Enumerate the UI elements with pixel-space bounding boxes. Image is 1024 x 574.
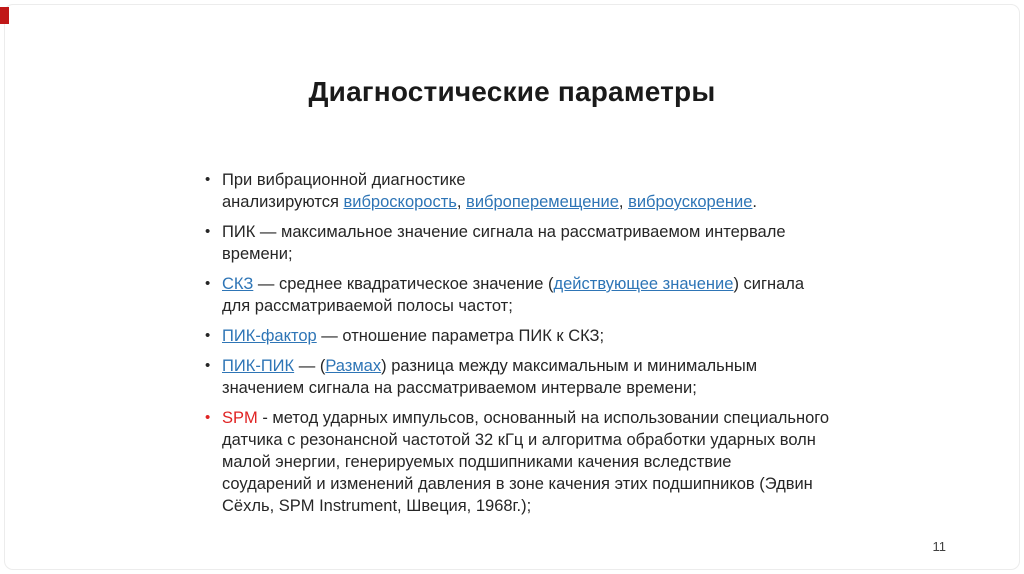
text-run: Сёхль, SPM Instrument, Швеция, 1968г.); (222, 497, 532, 515)
list-item (200, 355, 900, 399)
hyperlink[interactable]: виброперемещение (466, 193, 619, 211)
text-run: времени; (222, 245, 293, 263)
list-item (200, 325, 900, 347)
bullet-text (222, 355, 757, 399)
bullet-list (200, 169, 900, 525)
hyperlink[interactable]: действующее значение (553, 275, 734, 293)
hyperlink[interactable]: Размах (325, 357, 382, 375)
text-run: для рассматриваемой полосы частот; (222, 297, 513, 315)
text-run: - метод ударных импульсов, основанный на использовании специального (257, 409, 830, 427)
text-run: — ( (294, 357, 326, 375)
text-run: ) сигнала (733, 275, 805, 293)
slide-title: Диагностические параметры (308, 76, 716, 107)
bullet-text (222, 407, 829, 517)
text-run: малой энергии, генерируемых подшипниками качения вследствие (222, 453, 732, 471)
hyperlink[interactable]: виброскорость (343, 193, 457, 211)
bullet-text (222, 221, 786, 265)
text-run: значением сигнала на рассматриваемом интервале времени; (222, 379, 697, 397)
text-run: ПИК — максимальное значение сигнала на рассматриваемом интервале (222, 223, 786, 241)
text-run: — отношение параметра ПИК к СКЗ; (316, 327, 605, 345)
bullet-dot: • (205, 409, 211, 426)
text-run: , (618, 193, 629, 211)
bullet-text (222, 169, 757, 213)
text-run: ) разница между максимальным и минимальным (381, 357, 758, 375)
highlight-red-text: SPM (222, 409, 258, 427)
list-item (200, 221, 900, 265)
list-item (200, 169, 900, 213)
list-item (200, 273, 900, 317)
text-run: При вибрационной диагностике (222, 171, 466, 189)
text-run: соударений и изменений давления в зоне качения этих подшипников (Эдвин (222, 475, 813, 493)
hyperlink[interactable]: виброускорение (628, 193, 753, 211)
hyperlink[interactable]: ПИК-фактор (222, 327, 317, 345)
text-run: анализируются (222, 193, 344, 211)
bullet-text (222, 325, 604, 347)
bullet-dot: • (205, 171, 211, 188)
bullet-dot: • (205, 327, 211, 344)
slide-accent-mark (0, 7, 9, 24)
bullet-dot: • (205, 275, 211, 292)
text-run: — среднее квадратическое значение ( (253, 275, 554, 293)
text-run: , (456, 193, 467, 211)
page-number: 11 (932, 539, 946, 554)
hyperlink[interactable]: СКЗ (222, 275, 254, 293)
list-item (200, 407, 900, 517)
bullet-dot: • (205, 223, 211, 240)
text-run: . (752, 193, 758, 211)
bullet-dot: • (205, 357, 211, 374)
text-run: датчика с резонансной частотой 32 кГц и алгоритма обработки ударных волн (222, 431, 816, 449)
bullet-text (222, 273, 804, 317)
hyperlink[interactable]: ПИК-ПИК (222, 357, 295, 375)
